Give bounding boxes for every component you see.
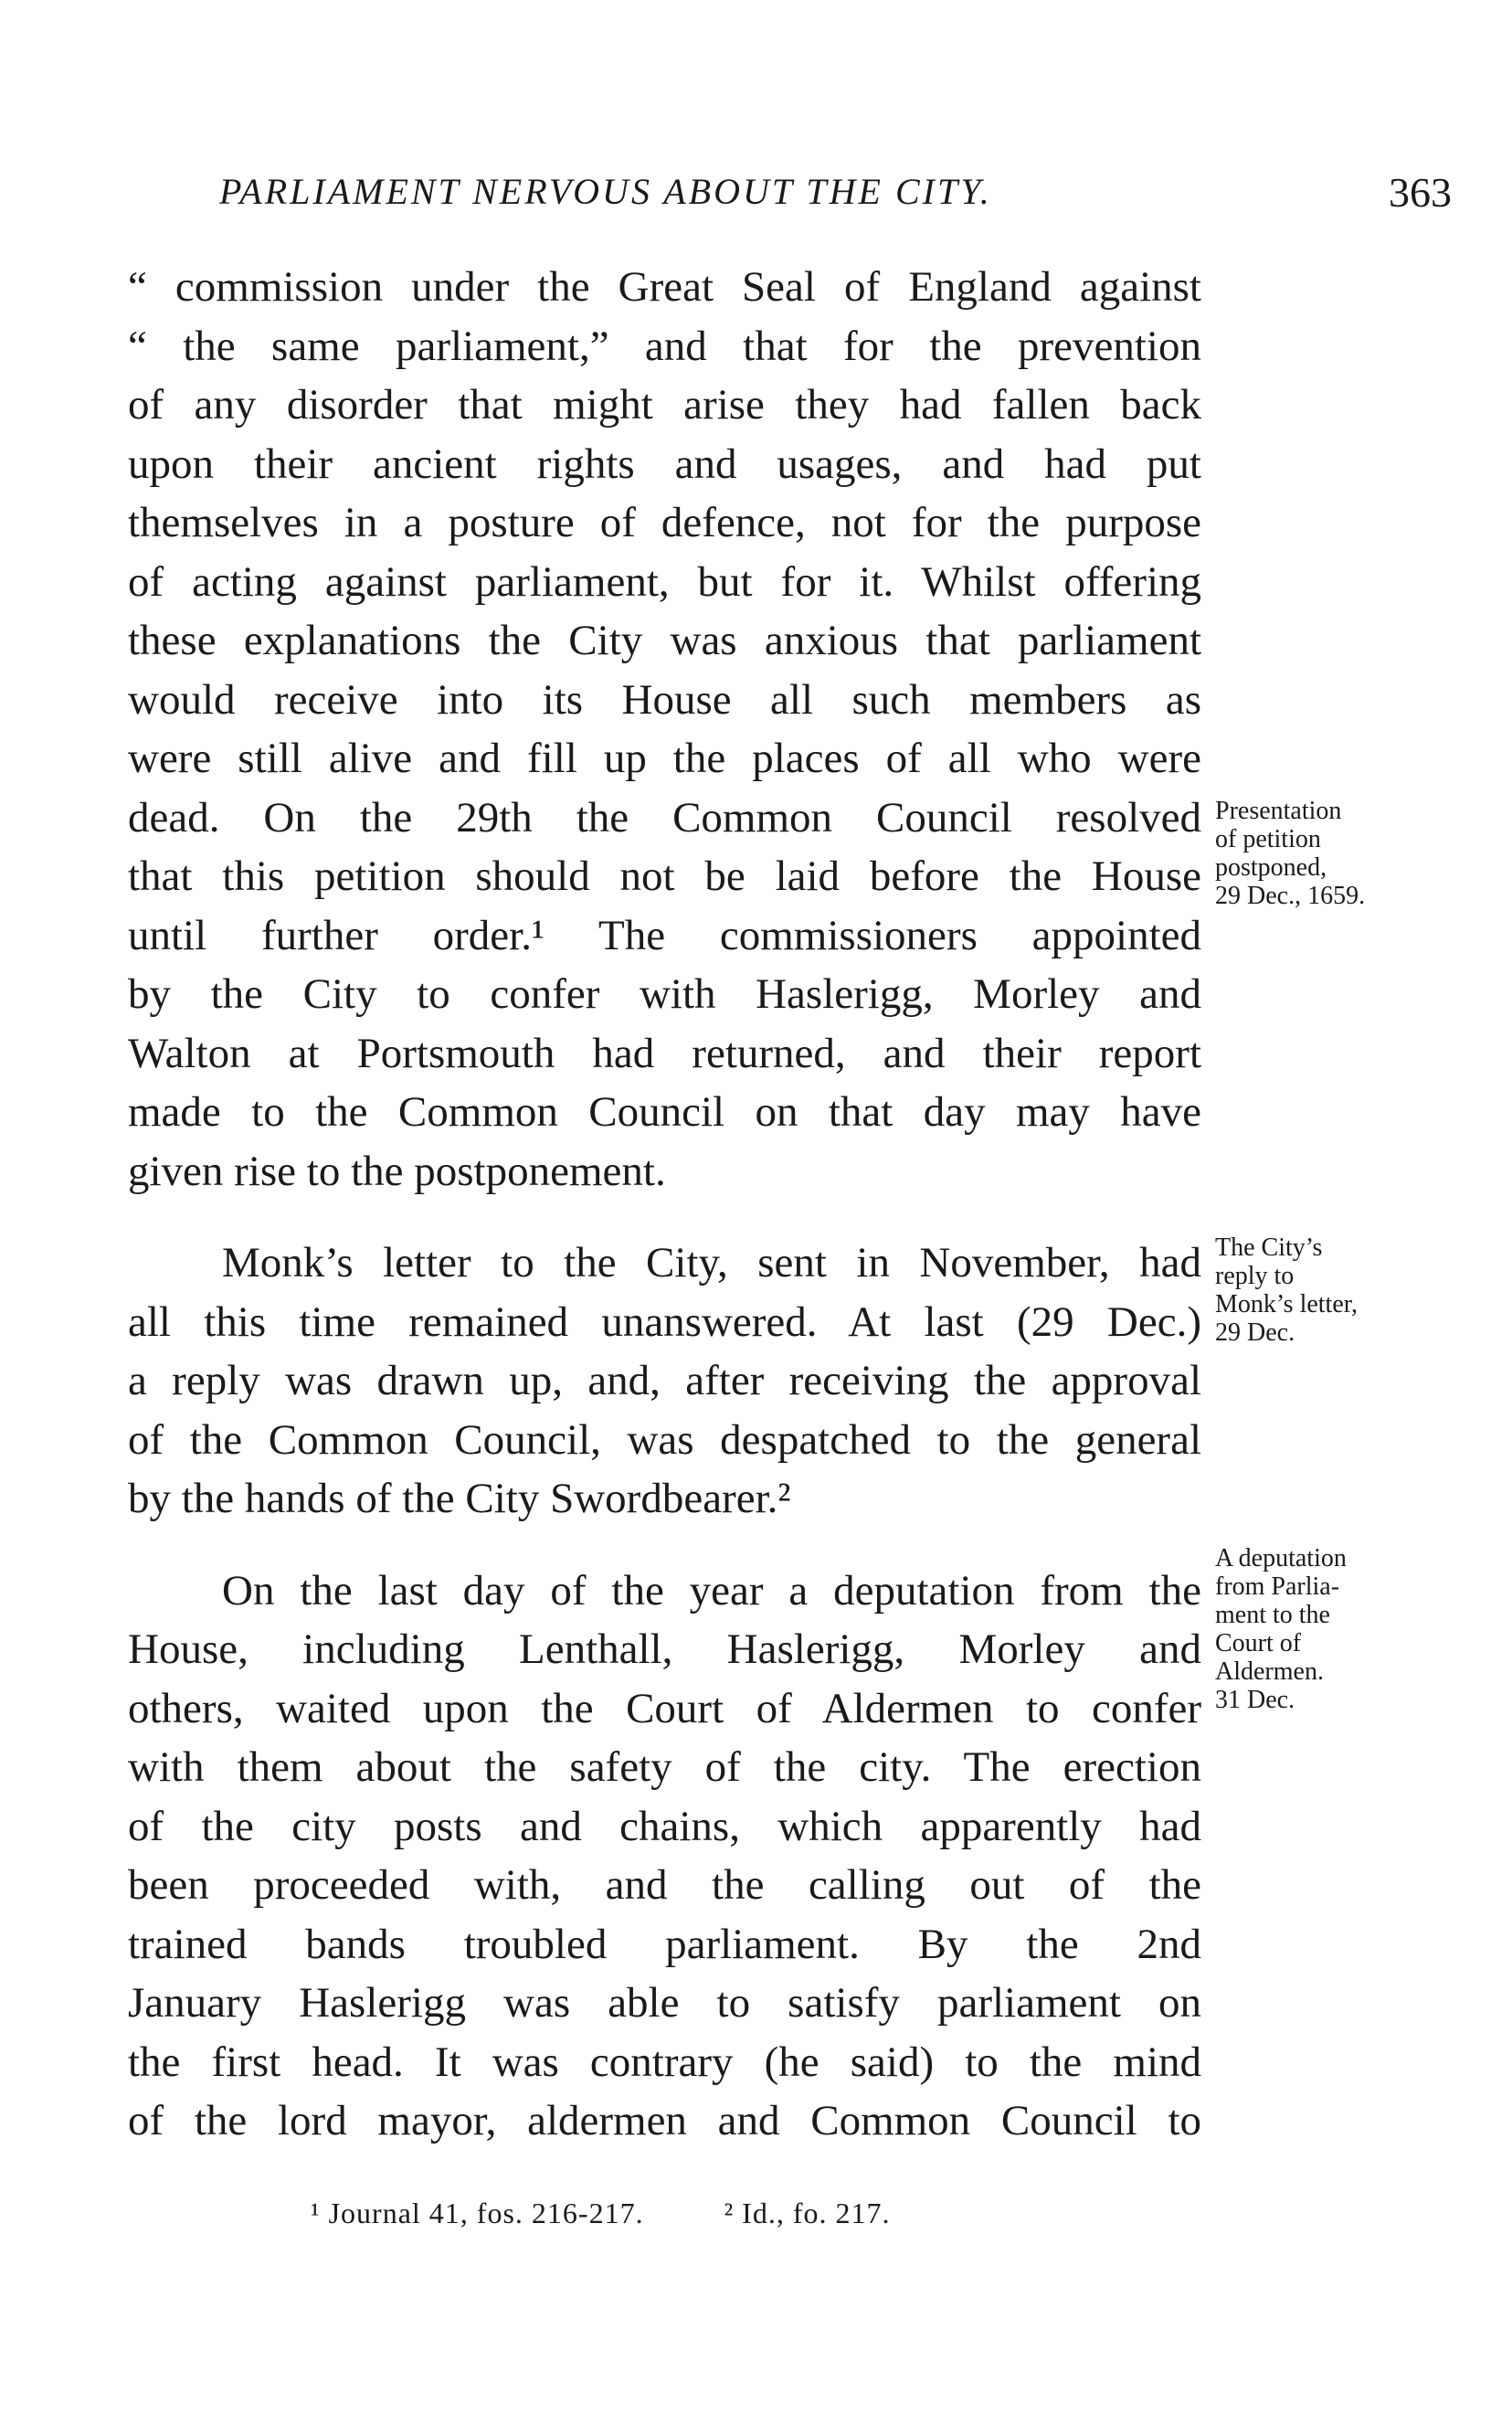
sidenote-line: Aldermen.	[1215, 1657, 1324, 1686]
text-line: January Haslerigg was able to satisfy parliament on	[128, 1979, 1201, 2027]
text-line: were still alive and fill up the places of all who were	[128, 735, 1201, 782]
sidenote-line: reply to	[1215, 1262, 1295, 1290]
sidenote-line: 29 Dec., 1659.	[1215, 882, 1366, 910]
text-line: by the City to confer with Haslerigg, Morley and	[128, 970, 1201, 1018]
text-line: that this petition should not be laid before the House	[128, 852, 1201, 900]
text-line: upon their ancient rights and usages, and had put	[128, 439, 1201, 488]
text-line: “ the same parliament,” and that for the prevention	[128, 322, 1201, 370]
text-line: others, waited upon the Court of Aldermen to confer	[128, 1684, 1201, 1732]
text-line: dead. On the 29th the Common Council resolved	[128, 793, 1201, 842]
paragraph-gap	[128, 1201, 1201, 1233]
text-line: the first head. It was contrary (he said) to the mind	[128, 2038, 1201, 2086]
sidenote-line: postponed,	[1215, 853, 1327, 882]
paragraph-1	[128, 258, 1201, 1201]
paragraph-gap	[128, 1529, 1201, 1562]
sidenote-line: 31 Dec.	[1215, 1686, 1295, 1714]
sidenote-line: from Parlia-	[1215, 1572, 1340, 1601]
text-line: of the city posts and chains, which apparently had	[128, 1802, 1201, 1850]
text-line: until further order.¹ The commissioners appointed	[128, 911, 1201, 959]
text-line: made to the Common Council on that day may have	[128, 1088, 1201, 1136]
text-line: of the Common Council, was despatched to the general	[128, 1415, 1201, 1464]
text-line: “ commission under the Great Seal of England against	[128, 263, 1201, 311]
paragraph-2	[128, 1233, 1201, 1529]
text-line: of acting against parliament, but for it. Whilst offering	[128, 557, 1201, 606]
sidenote-city-reply	[1215, 1233, 1358, 1347]
sidenote-petition-postponed	[1215, 797, 1365, 910]
text-line: all this time remained unanswered. At last (29 Dec.)	[128, 1297, 1201, 1346]
text-line: been proceeded with, and the calling out of the	[128, 1861, 1201, 1909]
sidenote-line: Monk’s letter,	[1215, 1290, 1358, 1318]
text-line: a reply was drawn up, and, after receiving the approval	[128, 1357, 1201, 1404]
footnote-1: ¹ Journal 41, fos. 216-217.	[311, 2197, 644, 2229]
footnote-2: ² Id., fo. 217.	[724, 2197, 891, 2229]
sidenote-line: ment to the	[1215, 1601, 1330, 1629]
paragraph-3	[128, 1562, 1201, 2151]
text-line: would receive into its House all such members as	[128, 675, 1201, 724]
text-line: of any disorder that might arise they had fallen back	[128, 381, 1201, 429]
text-line: these explanations the City was anxious that parliament	[128, 617, 1201, 664]
footnotes	[311, 2197, 890, 2230]
text-line: of the lord mayor, aldermen and Common Council to	[128, 2097, 1201, 2144]
sidenote-line: 29 Dec.	[1215, 1318, 1295, 1347]
text-line: given rise to the postponement.	[128, 1147, 666, 1195]
text-line: Walton at Portsmouth had returned, and their report	[128, 1029, 1201, 1077]
running-title: PARLIAMENT NERVOUS ABOUT THE CITY.	[219, 171, 992, 212]
sidenote-line: of petition	[1215, 825, 1321, 853]
text-line: On the last day of the year a deputation from the	[222, 1566, 1201, 1615]
sidenote-line: The City’s	[1215, 1233, 1323, 1262]
text-line: House, including Lenthall, Haslerigg, Morley and	[128, 1625, 1201, 1673]
page-number: 363	[1389, 169, 1452, 216]
sidenote-line: Court of	[1215, 1629, 1302, 1657]
text-line: trained bands troubled parliament. By the 2nd	[128, 1920, 1201, 1968]
sidenote-deputation	[1215, 1544, 1347, 1714]
body-text	[128, 258, 1201, 2151]
text-line: themselves in a posture of defence, not for the purpose	[128, 499, 1201, 546]
text-line: Monk’s letter to the City, sent in November, had	[222, 1239, 1201, 1286]
text-line: by the hands of the City Swordbearer.²	[128, 1475, 791, 1522]
sidenote-line: Presentation	[1215, 797, 1342, 825]
text-line: with them about the safety of the city. The erection	[128, 1743, 1201, 1791]
sidenote-line: A deputation	[1215, 1544, 1347, 1572]
